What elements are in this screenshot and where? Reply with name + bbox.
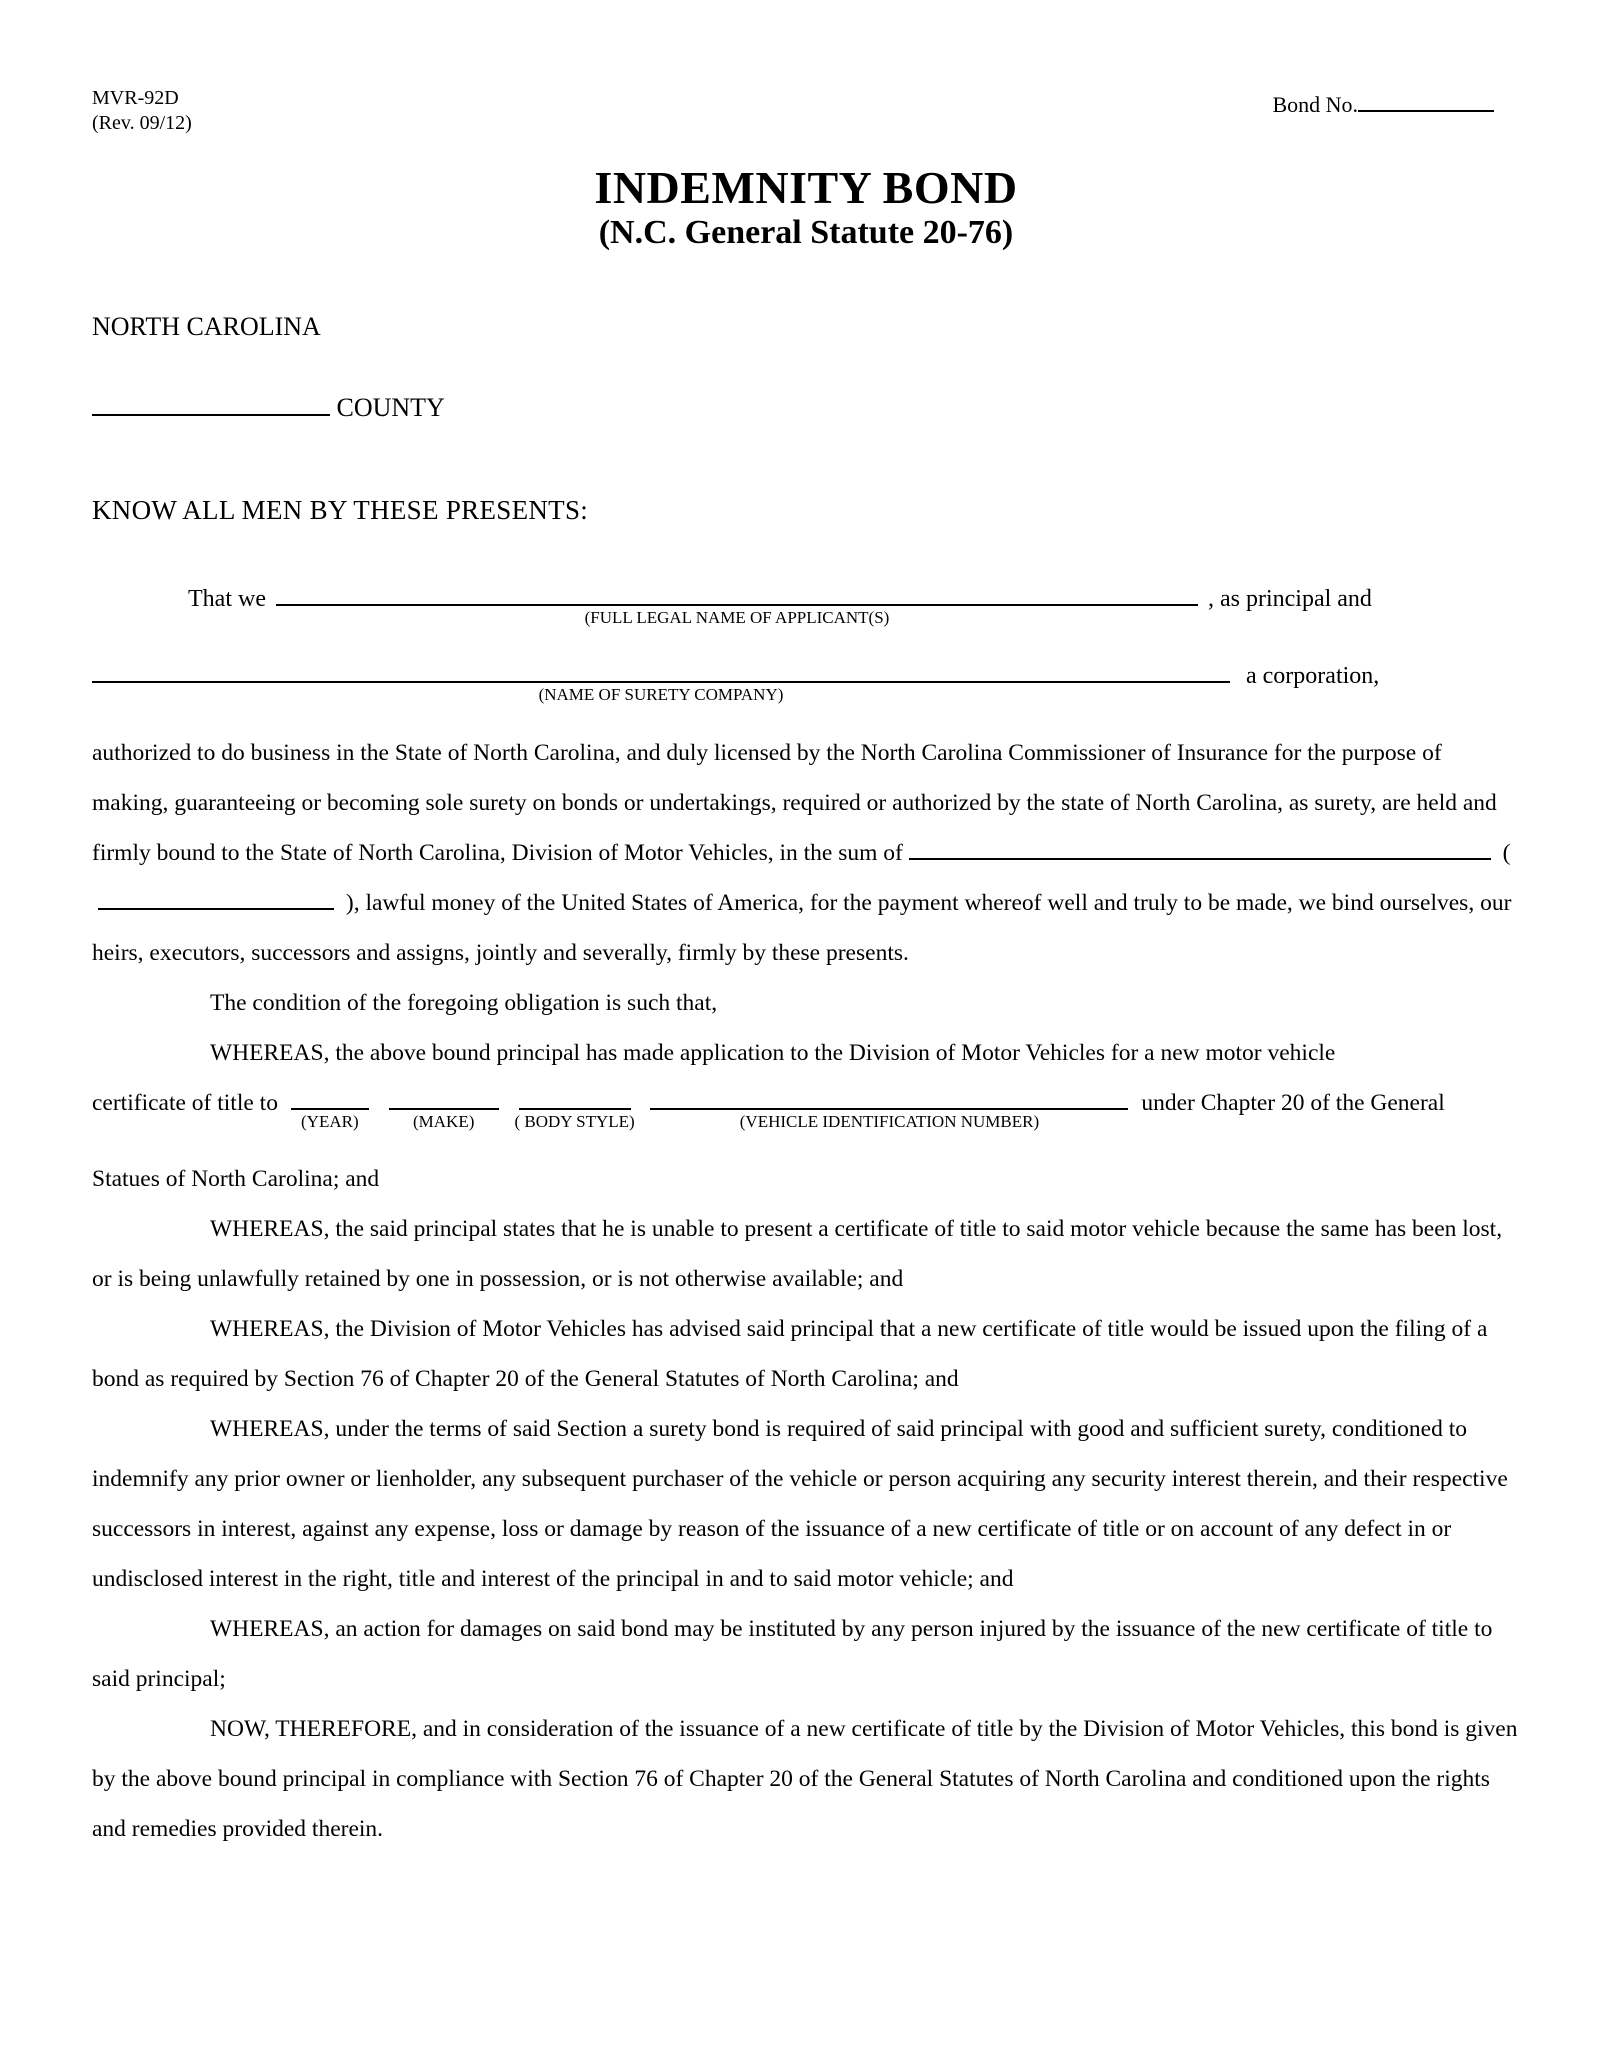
- applicant-name-caption: (FULL LEGAL NAME OF APPLICANT(S): [584, 607, 890, 627]
- certificate-prefix: certificate of title to: [92, 1089, 278, 1116]
- county-line: [92, 386, 1520, 423]
- form-number: MVR-92D: [92, 87, 179, 109]
- applicant-name-field[interactable]: [276, 576, 1198, 627]
- bond-no-field[interactable]: [1358, 86, 1494, 112]
- county-field[interactable]: [92, 386, 330, 416]
- know-all-heading: KNOW ALL MEN BY THESE PRESENTS:: [92, 494, 589, 525]
- paragraph-whereas-terms: WHEREAS, under the terms of said Section a surety bond is required of said principal with good and sufficient surety, conditioned to indemnify any prior owner or lienholder, any subsequent purchaser of the vehicle or person acquiring any security interest therein, and their respective successors in interest, against any expense, loss or damage by reason of the issuance of a new certificate of title or on account of any defect in or undisclosed interest in the right, title and interest of the principal in and to said motor vehicle; and: [92, 1415, 1508, 1592]
- sum-amount-figures-field[interactable]: [98, 884, 334, 910]
- vehicle-body-style-field[interactable]: [514, 1082, 635, 1131]
- obligation-text-a: authorized to do business in the State of North Carolina, and duly licensed by the North Carolina Commissioner of Insurance for the purpose of making, guaranteeing or becoming sole surety on bonds or undertakings, required or authorized by the state of North Carolina, as surety, are held and firmly bound to the State of North Carolina, Division of Motor Vehicles, in the sum of: [92, 739, 1497, 866]
- paragraph-obligation: [92, 728, 1520, 978]
- form-title: INDEMNITY BOND: [594, 162, 1018, 213]
- surety-line: [92, 653, 1520, 704]
- principal-suffix: , as principal and: [1207, 585, 1372, 612]
- certificate-continuation: Statues of North Carolina; and: [92, 1165, 380, 1192]
- sum-amount-words-field[interactable]: [909, 834, 1491, 860]
- paragraph-whereas-application: WHEREAS, the above bound principal has made application to the Division of Motor Vehicles for a new motor vehicle: [210, 1039, 1336, 1066]
- paragraph-now-therefore: NOW, THEREFORE, and in consideration of the issuance of a new certificate of title by the Division of Motor Vehicles, this bond is given by the above bound principal in compliance with Section 76 of Chapter 20 of the General Statutes of North Carolina and conditioned upon the rights and remedies provided therein.: [92, 1715, 1518, 1842]
- vehicle-vin-label: (VEHICLE IDENTIFICATION NUMBER): [739, 1111, 1040, 1131]
- principal-prefix: That we: [188, 585, 266, 612]
- vehicle-make-field[interactable]: [389, 1082, 499, 1131]
- paragraph-whereas-action: WHEREAS, an action for damages on said bond may be instituted by any person injured by the issuance of the new certificate of title to said principal;: [92, 1615, 1493, 1692]
- paragraph-whereas-unable: WHEREAS, the said principal states that he is unable to present a certificate of title to said motor vehicle because the same has been lost, or is being unlawfully retained by one in possession, or is not otherwise available; and: [92, 1215, 1503, 1292]
- county-label: COUNTY: [336, 392, 445, 422]
- form-header: [92, 86, 1520, 136]
- bond-no-label: Bond No.: [1272, 92, 1358, 117]
- paragraph-whereas-advised: WHEREAS, the Division of Motor Vehicles has advised said principal that a new certificate of title would be issued upon the filing of a bond as required by Section 76 of Chapter 20 of the General Statutes of North Carolina; and: [92, 1315, 1488, 1392]
- vehicle-year-field[interactable]: [291, 1082, 369, 1131]
- paragraph-condition: The condition of the foregoing obligation is such that,: [210, 989, 718, 1016]
- vehicle-body-style-label: ( BODY STYLE): [514, 1111, 635, 1131]
- vehicle-vin-field[interactable]: [650, 1082, 1128, 1131]
- surety-suffix: a corporation,: [1246, 662, 1380, 689]
- form-revision: (Rev. 09/12): [92, 112, 192, 134]
- surety-company-field[interactable]: [92, 653, 1230, 704]
- form-id-block: [92, 86, 192, 136]
- bond-no-block: [1272, 86, 1494, 118]
- state-heading: NORTH CAROLINA: [92, 311, 321, 341]
- vehicle-make-label: (MAKE): [413, 1111, 475, 1131]
- vehicle-year-label: (YEAR): [301, 1111, 359, 1131]
- obligation-text-b: ), lawful money of the United States of America, for the payment whereof well and truly to be made, we bind ourselves, our heirs, executors, successors and assigns, jointly and severally, firmly by these presents.: [92, 889, 1512, 966]
- certificate-title-line: [92, 1078, 1520, 1131]
- certificate-suffix: under Chapter 20 of the General: [1141, 1089, 1445, 1116]
- surety-company-caption: (NAME OF SURETY COMPANY): [538, 684, 784, 704]
- principal-line: [92, 576, 1520, 627]
- obligation-open-paren: (: [1502, 839, 1511, 866]
- form-subtitle: (N.C. General Statute 20-76): [598, 213, 1014, 251]
